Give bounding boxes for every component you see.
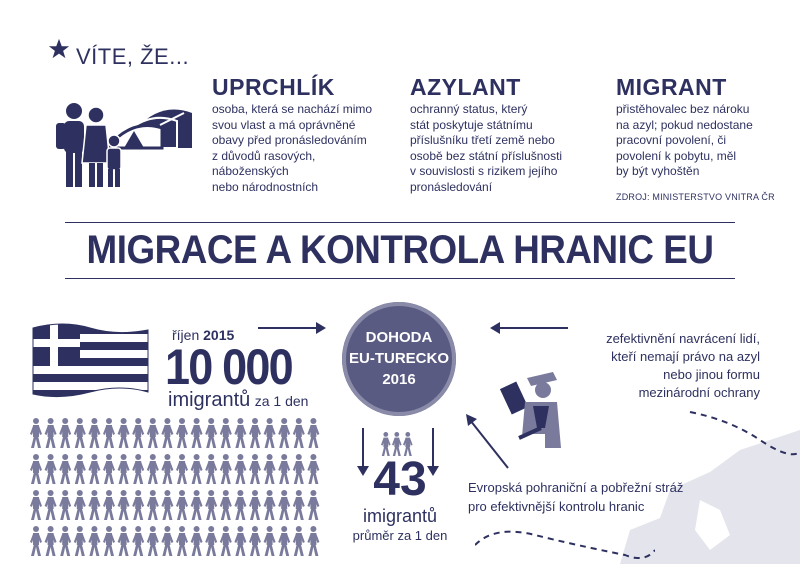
def-line: náboženských	[212, 164, 289, 178]
walker-icon	[45, 418, 57, 448]
walker-icon	[176, 526, 188, 556]
def-line: nebo národnostních	[212, 179, 319, 194]
border-line: pro efektivnější kontrolu hranic	[468, 499, 645, 514]
walker-icon	[88, 526, 100, 556]
walker-icon	[176, 490, 188, 520]
walker-icon	[176, 418, 188, 448]
walker-icon	[132, 490, 144, 520]
walker-icon	[147, 454, 159, 484]
after-rate: průměr za 1 den	[352, 528, 448, 543]
walker-icon	[307, 418, 319, 448]
return-line: kteří nemají právo na azyl	[611, 349, 760, 364]
return-text	[560, 330, 760, 402]
deal-circle	[342, 302, 456, 416]
return-line: zefektivnění navrácení lidí,	[606, 331, 760, 346]
walker-icon	[293, 454, 305, 484]
walker-icon	[30, 526, 42, 556]
walker-icon	[161, 490, 173, 520]
walker-icon	[45, 490, 57, 520]
def-line: přistěhovalec bez nároku	[616, 102, 750, 116]
walker-icon	[278, 490, 290, 520]
walker-icon	[293, 490, 305, 520]
border-line: Evropská pohraniční a pobřežní stráž	[468, 480, 684, 495]
def-line: pracovní povolení, či	[616, 133, 727, 147]
walker-icon	[103, 526, 115, 556]
walker-icon	[88, 490, 100, 520]
walker-icon	[74, 526, 86, 556]
walker-icon	[132, 526, 144, 556]
walker-icon	[74, 490, 86, 520]
before-year: 2015	[203, 327, 235, 343]
walker-icon	[205, 526, 217, 556]
walker-icon	[220, 526, 232, 556]
walker-icon	[234, 454, 246, 484]
walker-icon	[161, 418, 173, 448]
walker-icon	[191, 490, 203, 520]
walker-icon	[118, 454, 130, 484]
star-icon	[48, 38, 70, 60]
walker-icon	[45, 526, 57, 556]
return-line: nebo jinou formu	[663, 367, 760, 382]
walker-icon	[191, 454, 203, 484]
arrow-left-icon	[488, 320, 568, 336]
def-line: obavy před pronásledováním	[212, 133, 367, 147]
walker-icon	[205, 418, 217, 448]
definition-migrant	[616, 74, 786, 180]
after-unit: imigrantů	[362, 506, 438, 526]
crowd-grid	[30, 418, 330, 560]
source-note: ZDROJ: MINISTERSTVO VNITRA ČR	[616, 192, 775, 202]
walker-icon	[74, 454, 86, 484]
walker-icon	[234, 526, 246, 556]
refugee-family-icon	[52, 93, 202, 190]
walker-icon	[249, 418, 261, 448]
greek-flag-icon	[28, 320, 153, 402]
deal-line-2: EU-TURECKO	[349, 350, 449, 367]
arrow-diagonal-icon	[462, 410, 512, 472]
walker-icon	[59, 418, 71, 448]
walker-icon	[278, 454, 290, 484]
def-line: z důvodů rasových,	[212, 148, 316, 163]
intro-label: VÍTE, ŽE...	[76, 44, 190, 69]
walker-icon	[205, 454, 217, 484]
before-rate: za 1 den	[254, 393, 309, 409]
walker-icon	[30, 418, 42, 448]
before-caption	[168, 389, 308, 412]
def-line: by být vyhoštěn	[616, 164, 700, 178]
walker-icon	[234, 490, 246, 520]
walker-icon	[220, 454, 232, 484]
walker-icon	[103, 418, 115, 448]
walker-icon	[103, 490, 115, 520]
walker-icon	[74, 418, 86, 448]
walker-icon	[264, 526, 276, 556]
title-rule-top	[65, 222, 735, 223]
def-line: osobě bez státní příslušnosti	[410, 148, 563, 163]
def-line: osoba, která se nachází mimo	[212, 102, 373, 116]
walker-icon	[307, 490, 319, 520]
walker-icon	[278, 418, 290, 448]
walker-icon	[147, 418, 159, 448]
walker-icon	[59, 490, 71, 520]
walker-icon	[147, 526, 159, 556]
term-azylant: AZYLANT	[410, 74, 521, 100]
walker-icon	[118, 418, 130, 448]
walker-icon	[307, 454, 319, 484]
walker-icon	[293, 526, 305, 556]
walker-icon	[234, 418, 246, 448]
arrow-right-icon	[258, 320, 328, 336]
after-number: 43	[373, 453, 427, 506]
before-month: říjen	[172, 327, 200, 343]
walker-icon	[132, 418, 144, 448]
deal-line-3: 2016	[382, 371, 416, 388]
walker-icon	[59, 454, 71, 484]
walker-icon	[293, 418, 305, 448]
def-line: na azyl; pokud nedostane	[616, 117, 753, 132]
before-unit: imigrantů	[168, 389, 251, 411]
def-line: stát poskytuje státnímu	[410, 117, 533, 132]
def-line: povolení k pobytu, měl	[616, 148, 737, 163]
term-migrant: MIGRANT	[616, 74, 727, 100]
walker-icon	[220, 490, 232, 520]
walker-icon	[161, 454, 173, 484]
def-line: pronásledování	[410, 179, 493, 194]
definition-uprchlik	[212, 74, 392, 195]
def-line: příslušníku třetí země nebo	[410, 133, 555, 147]
walker-icon	[278, 526, 290, 556]
definition-azylant	[410, 74, 590, 195]
dashed-route	[475, 505, 655, 564]
walker-icon	[118, 526, 130, 556]
def-line: v souvislosti s rizikem jejího	[410, 164, 558, 178]
walker-icon	[45, 454, 57, 484]
walker-icon	[30, 490, 42, 520]
walker-icon	[30, 454, 42, 484]
return-line: mezinárodní ochrany	[638, 385, 760, 400]
walker-icon	[220, 418, 232, 448]
walker-icon	[191, 526, 203, 556]
walker-icon	[176, 454, 188, 484]
walker-icon	[249, 526, 261, 556]
def-line: svou vlast a má oprávněné	[212, 117, 356, 132]
page-title: MIGRACE A KONTROLA HRANIC EU	[86, 228, 714, 272]
term-uprchlik: UPRCHLÍK	[212, 74, 335, 100]
def-line: ochranný status, který	[410, 102, 528, 116]
walker-icon	[191, 418, 203, 448]
walker-icon	[249, 490, 261, 520]
walker-icon	[103, 454, 115, 484]
walker-icon	[205, 490, 217, 520]
walker-icon	[249, 454, 261, 484]
title-rule-bottom	[65, 278, 735, 279]
walker-icon	[307, 526, 319, 556]
walker-icon	[264, 490, 276, 520]
walker-icon	[88, 418, 100, 448]
walker-icon	[118, 490, 130, 520]
deal-line-1: DOHODA	[365, 329, 433, 346]
walker-icon	[132, 454, 144, 484]
walker-icon	[88, 454, 100, 484]
walker-icon	[147, 490, 159, 520]
walker-icon	[264, 418, 276, 448]
walker-icon	[59, 526, 71, 556]
before-number: 10 000	[165, 339, 292, 395]
walker-icon	[161, 526, 173, 556]
walker-icon	[264, 454, 276, 484]
